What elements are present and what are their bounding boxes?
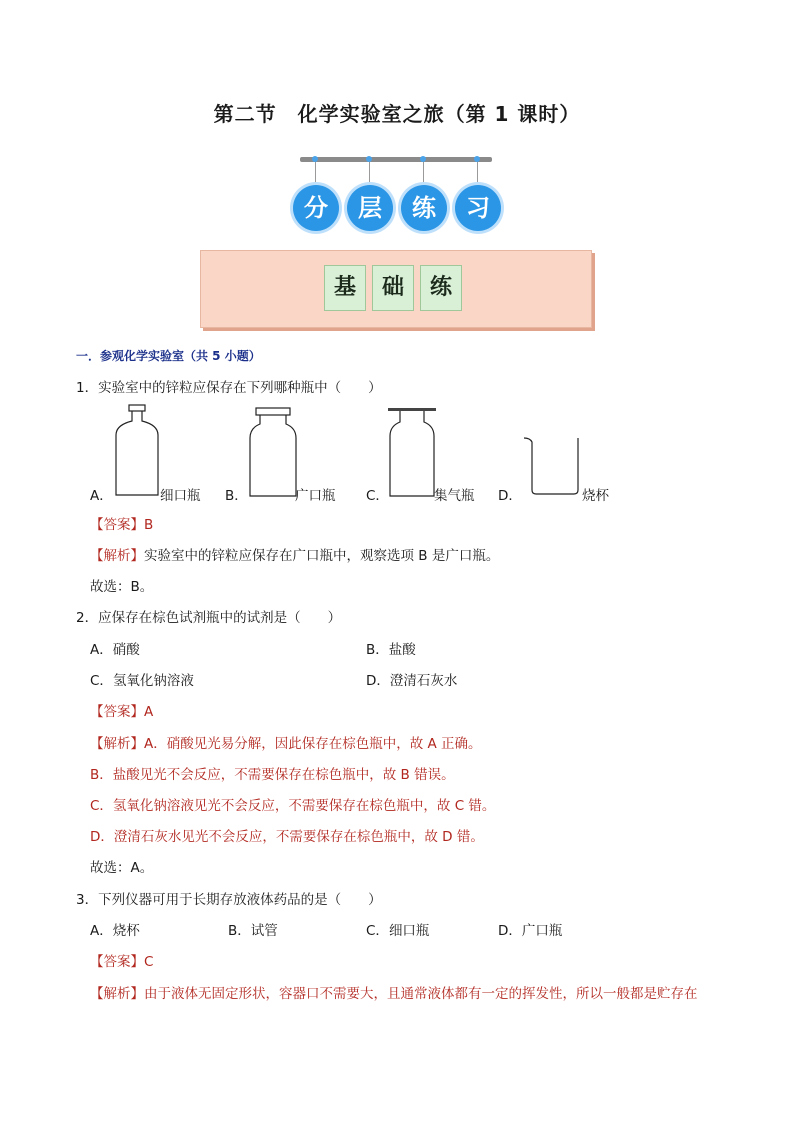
hanging-string bbox=[423, 162, 424, 186]
q1-option-d-letter: D． bbox=[498, 488, 522, 504]
q3-option-c: C．细口瓶 bbox=[366, 923, 430, 939]
analysis-text: 由于液体无固定形状，容器口不需要大，且通常液体都有一定的挥发性，所以一般都是贮存在 bbox=[144, 986, 698, 1002]
q1-option-c-letter: C． bbox=[366, 488, 389, 504]
q3-analysis bbox=[90, 982, 770, 1002]
q2-analysis-line-2: B．盐酸见光不会反应，不需要保存在棕色瓶中，故 B 错误。 bbox=[90, 767, 455, 783]
header-circle: 分 bbox=[293, 185, 339, 231]
hanging-string bbox=[369, 162, 370, 186]
header-circle: 习 bbox=[455, 185, 501, 231]
answer-tag: 【答案】 bbox=[90, 517, 144, 533]
q1-analysis bbox=[90, 544, 499, 564]
q1-option-c-label: 集气瓶 bbox=[434, 488, 475, 504]
banner-char: 练 bbox=[420, 265, 462, 311]
q1-conclusion: 故选：B。 bbox=[90, 579, 154, 595]
question-3-stem: 3．下列仪器可用于长期存放液体药品的是（ ） bbox=[76, 892, 382, 908]
wide-mouth-bottle-icon bbox=[248, 408, 298, 498]
q2-option-b: B．盐酸 bbox=[366, 642, 416, 658]
analysis-text: A．硝酸见光易分解，因此保存在棕色瓶中，故 A 正确。 bbox=[144, 736, 482, 752]
q2-analysis-line-3: C．氢氧化钠溶液见光不会反应，不需要保存在棕色瓶中，故 C 错。 bbox=[90, 798, 496, 814]
banner-char: 础 bbox=[372, 265, 414, 311]
q2-answer bbox=[90, 700, 153, 720]
header-circle: 练 bbox=[401, 185, 447, 231]
q1-answer bbox=[90, 513, 153, 533]
q3-option-a: A．烧杯 bbox=[90, 923, 140, 939]
gas-jar-icon bbox=[388, 408, 438, 498]
analysis-tag: 【解析】 bbox=[90, 548, 144, 564]
q2-analysis-line-1 bbox=[90, 732, 482, 752]
header-rod bbox=[300, 157, 492, 162]
answer-tag: 【答案】 bbox=[90, 954, 144, 970]
analysis-tag: 【解析】 bbox=[90, 986, 144, 1002]
q1-option-b-letter: B． bbox=[225, 488, 248, 504]
q1-option-a-label: 细口瓶 bbox=[160, 488, 201, 504]
q2-option-a: A．硝酸 bbox=[90, 642, 140, 658]
q1-option-b-label: 广口瓶 bbox=[295, 488, 336, 504]
banner-char: 基 bbox=[324, 265, 366, 311]
q3-answer bbox=[90, 950, 153, 970]
answer-value: A bbox=[144, 704, 154, 720]
q3-option-b: B．试管 bbox=[228, 923, 278, 939]
hanging-string bbox=[477, 162, 478, 186]
question-2-stem: 2．应保存在棕色试剂瓶中的试剂是（ ） bbox=[76, 610, 342, 626]
q1-option-d-label: 烧杯 bbox=[582, 488, 609, 504]
q2-conclusion: 故选：A。 bbox=[90, 860, 154, 876]
answer-value: C bbox=[144, 954, 154, 970]
beaker-icon bbox=[524, 436, 580, 496]
hanging-string bbox=[315, 162, 316, 186]
q1-option-a-letter: A． bbox=[90, 488, 113, 504]
answer-value: B bbox=[144, 517, 154, 533]
q2-analysis-line-4: D．澄清石灰水见光不会反应，不需要保存在棕色瓶中，故 D 错。 bbox=[90, 829, 484, 845]
narrow-mouth-bottle-icon bbox=[112, 405, 162, 497]
section-heading: 一．参观化学实验室（共 5 小题） bbox=[76, 349, 261, 363]
q2-option-d: D．澄清石灰水 bbox=[366, 673, 458, 689]
question-1-stem: 1．实验室中的锌粒应保存在下列哪种瓶中（ ） bbox=[76, 380, 382, 396]
answer-tag: 【答案】 bbox=[90, 704, 144, 720]
header-circle: 层 bbox=[347, 185, 393, 231]
page-title: 第二节 化学实验室之旅（第 1 课时） bbox=[213, 102, 581, 126]
q2-option-c: C．氢氧化钠溶液 bbox=[90, 673, 194, 689]
analysis-tag: 【解析】 bbox=[90, 736, 144, 752]
analysis-text: 实验室中的锌粒应保存在广口瓶中，观察选项 B 是广口瓶。 bbox=[144, 548, 500, 564]
q3-option-d: D．广口瓶 bbox=[498, 923, 563, 939]
